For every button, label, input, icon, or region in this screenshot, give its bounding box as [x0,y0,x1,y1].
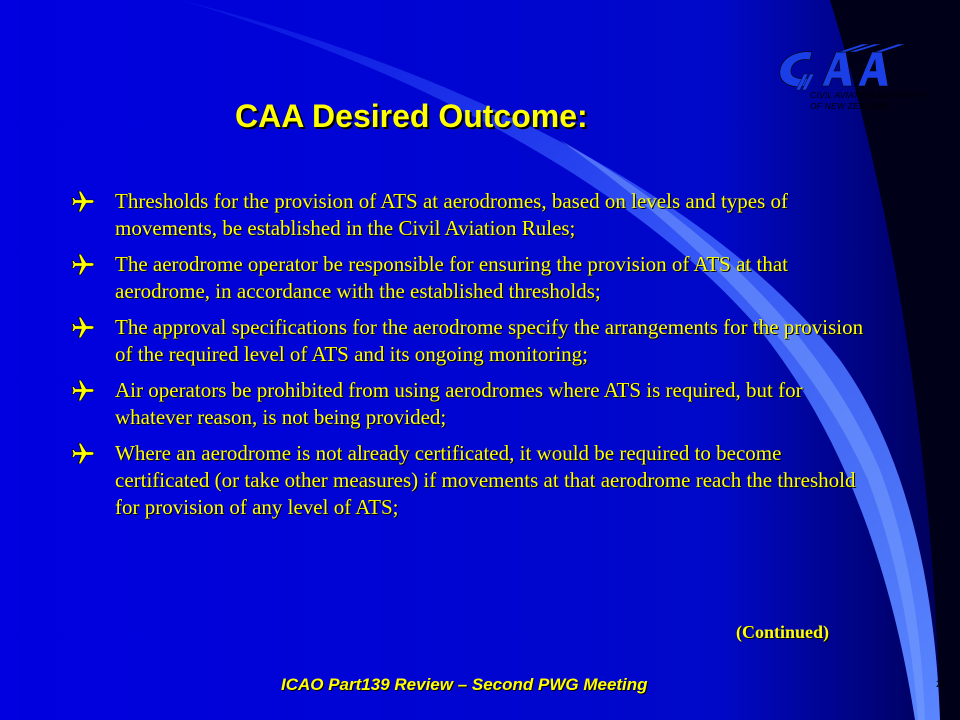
airplane-icon [70,252,96,278]
bullet-text: The approval specifications for the aerodrome specify the arrangements for the provision of the required level of ATS and its ongoing monitoring; [115,315,864,366]
airplane-icon [70,315,96,341]
logo-line-2: OF NEW ZEALAND [810,101,889,111]
footer-text: ICAO Part139 Review – Second PWG Meeting [281,675,648,694]
caa-logo [772,40,947,122]
bullet-text: Air operators be prohibited from using aerodromes where ATS is required, but for whatever reason, is not being provided; [115,378,803,429]
bullet-text: The aerodrome operator be responsible for ensuring the provision of ATS at that aerodrome, in accordance with the established thresholds; [115,252,788,303]
bullet-text: Where an aerodrome is not already certificated, it would be required to become certificated (or take other measures) if movements at that aerodrome reach the threshold for provision of any level of ATS; [115,441,856,519]
page-number: 21 [936,679,947,689]
continued-label: (Continued) [736,622,830,642]
bullet-list [70,188,880,530]
bullet-item [70,440,880,521]
airplane-icon [70,378,96,404]
caa-logo-mark [774,44,944,92]
slide-title: CAA Desired Outcome: [235,98,588,134]
logo-line-1: CIVIL AVIATION AUTHORITY [810,90,928,100]
bullet-item [70,314,880,368]
bullet-text: Thresholds for the provision of ATS at aerodromes, based on levels and types of movements, be established in the Civil Aviation Rules; [115,189,789,240]
airplane-icon [70,189,96,215]
bullet-item [70,377,880,431]
airplane-icon [70,441,96,467]
bullet-item [70,188,880,242]
bullet-item [70,251,880,305]
